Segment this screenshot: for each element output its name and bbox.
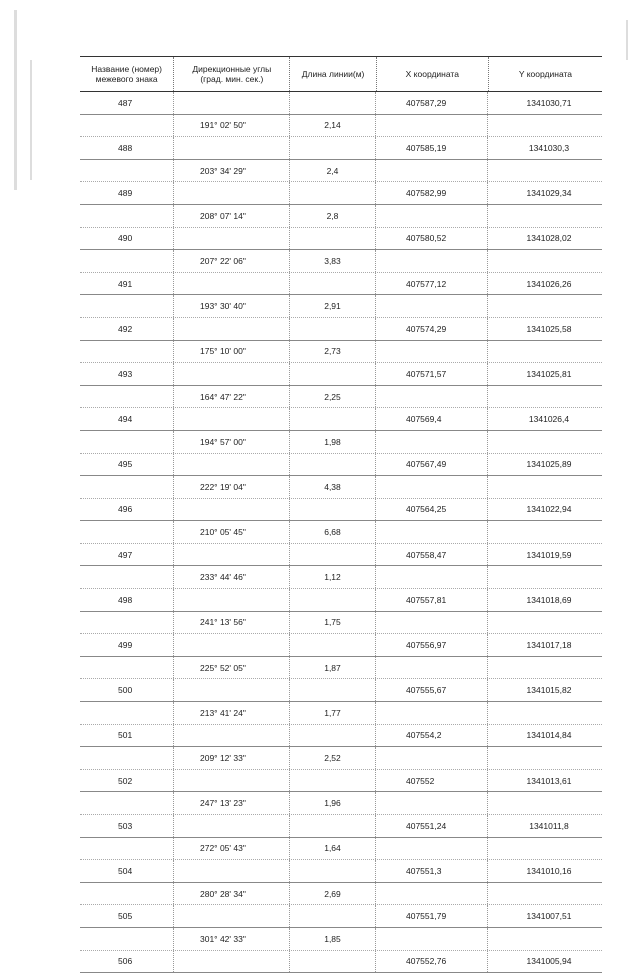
y-coordinate: 1341026,26 xyxy=(526,278,572,289)
point-name: 487 xyxy=(80,92,174,114)
y-coordinate xyxy=(488,928,602,950)
direction-angle: 272° 05' 43" xyxy=(174,838,290,860)
point-name xyxy=(80,702,174,724)
x-coordinate: 407569,4 xyxy=(376,408,488,430)
point-name xyxy=(80,612,174,634)
point-name: 502 xyxy=(80,770,174,792)
line-length: 1,87 xyxy=(290,657,376,679)
y-coordinate xyxy=(488,386,602,408)
x-coordinate: 407551,79 xyxy=(376,905,488,927)
y-coordinate xyxy=(488,747,602,769)
direction-angle: 175° 10' 00" xyxy=(174,341,290,363)
direction-angle: 207° 22' 06" xyxy=(174,250,290,272)
header-y: Y координата xyxy=(518,69,573,79)
direction-angle: 222° 19' 04" xyxy=(174,476,290,498)
y-coordinate xyxy=(488,250,602,272)
point-name: 499 xyxy=(80,634,174,656)
length-cell xyxy=(290,860,376,882)
y-coordinate: 1341030,3 xyxy=(528,142,570,153)
point-name: 497 xyxy=(80,544,174,566)
point-name xyxy=(80,250,174,272)
x-coordinate xyxy=(376,250,488,272)
point-name xyxy=(80,883,174,905)
point-row xyxy=(80,92,602,115)
length-cell xyxy=(290,318,376,340)
point-row xyxy=(80,408,602,431)
coordinates-table xyxy=(80,56,602,973)
segment-row xyxy=(80,521,602,544)
scan-noise xyxy=(30,60,32,180)
angle-cell xyxy=(174,589,290,611)
point-name: 505 xyxy=(80,905,174,927)
angle-cell xyxy=(174,499,290,521)
x-coordinate: 407556,97 xyxy=(376,634,488,656)
point-name: 498 xyxy=(80,589,174,611)
length-cell xyxy=(290,499,376,521)
point-name: 488 xyxy=(80,137,174,159)
point-row xyxy=(80,725,602,748)
line-length: 1,98 xyxy=(290,431,376,453)
y-coordinate: 1341005,94 xyxy=(526,956,572,967)
direction-angle: 194° 57' 00" xyxy=(174,431,290,453)
point-row xyxy=(80,951,602,973)
line-length: 2,8 xyxy=(290,205,376,227)
line-length: 1,85 xyxy=(290,928,376,950)
segment-row xyxy=(80,702,602,725)
header-x: X координата xyxy=(377,57,489,91)
x-coordinate: 407557,81 xyxy=(376,589,488,611)
x-coordinate: 407551,24 xyxy=(376,815,488,837)
header-angle-line1: Дирекционные углы xyxy=(192,64,272,74)
x-coordinate: 407551,3 xyxy=(376,860,488,882)
segment-row xyxy=(80,792,602,815)
point-row xyxy=(80,860,602,883)
y-coordinate: 1341022,94 xyxy=(526,504,572,515)
y-coordinate: 1341025,81 xyxy=(526,368,572,379)
point-name: 501 xyxy=(80,725,174,747)
angle-cell xyxy=(174,318,290,340)
y-coordinate xyxy=(488,612,602,634)
angle-cell xyxy=(174,905,290,927)
length-cell xyxy=(290,815,376,837)
x-coordinate: 407552 xyxy=(376,770,488,792)
point-name: 500 xyxy=(80,679,174,701)
y-coordinate xyxy=(488,702,602,724)
point-row xyxy=(80,228,602,251)
length-cell xyxy=(290,454,376,476)
y-coordinate xyxy=(488,160,602,182)
point-row xyxy=(80,770,602,793)
length-cell xyxy=(290,770,376,792)
angle-cell xyxy=(174,228,290,250)
direction-angle: 233° 44' 46" xyxy=(174,566,290,588)
segment-row xyxy=(80,341,602,364)
x-coordinate: 407571,57 xyxy=(376,363,488,385)
point-name: 492 xyxy=(80,318,174,340)
segment-row xyxy=(80,883,602,906)
angle-cell xyxy=(174,770,290,792)
table-body xyxy=(80,92,602,973)
length-cell xyxy=(290,679,376,701)
y-coordinate: 1341019,59 xyxy=(526,549,572,560)
angle-cell xyxy=(174,363,290,385)
point-row xyxy=(80,318,602,341)
header-name-line1: Название (номер) xyxy=(91,64,162,74)
length-cell xyxy=(290,228,376,250)
point-row xyxy=(80,679,602,702)
point-row xyxy=(80,544,602,567)
x-coordinate: 407585,19 xyxy=(376,137,488,159)
x-coordinate: 407580,52 xyxy=(376,228,488,250)
length-cell xyxy=(290,273,376,295)
direction-angle: 191° 02' 50" xyxy=(174,115,290,137)
point-row xyxy=(80,815,602,838)
x-coordinate: 407564,25 xyxy=(376,499,488,521)
point-name xyxy=(80,476,174,498)
direction-angle: 193° 30' 40" xyxy=(174,295,290,317)
point-row xyxy=(80,499,602,522)
y-coordinate: 1341025,89 xyxy=(526,459,572,470)
line-length: 1,64 xyxy=(290,838,376,860)
scan-noise xyxy=(626,20,628,60)
header-length: Длина линии(м) xyxy=(290,57,376,91)
direction-angle: 280° 28' 34" xyxy=(174,883,290,905)
direction-angle: 241° 13' 56" xyxy=(174,612,290,634)
x-coordinate xyxy=(376,883,488,905)
angle-cell xyxy=(174,273,290,295)
angle-cell xyxy=(174,634,290,656)
point-name: 493 xyxy=(80,363,174,385)
y-coordinate: 1341018,69 xyxy=(526,594,572,605)
x-coordinate xyxy=(376,566,488,588)
x-coordinate xyxy=(376,115,488,137)
angle-cell xyxy=(174,454,290,476)
point-name xyxy=(80,566,174,588)
x-coordinate: 407577,12 xyxy=(376,273,488,295)
x-coordinate: 407574,29 xyxy=(376,318,488,340)
y-coordinate: 1341007,51 xyxy=(526,911,572,922)
angle-cell xyxy=(174,679,290,701)
point-name xyxy=(80,792,174,814)
x-coordinate xyxy=(376,476,488,498)
y-coordinate: 1341025,58 xyxy=(526,323,572,334)
x-coordinate xyxy=(376,792,488,814)
angle-cell xyxy=(174,182,290,204)
point-name: 506 xyxy=(80,951,174,973)
direction-angle: 164° 47' 22" xyxy=(174,386,290,408)
y-coordinate xyxy=(488,566,602,588)
line-length: 1,75 xyxy=(290,612,376,634)
x-coordinate xyxy=(376,205,488,227)
y-coordinate: 1341010,16 xyxy=(526,865,572,876)
segment-row xyxy=(80,838,602,861)
scan-noise xyxy=(14,10,17,190)
point-name xyxy=(80,386,174,408)
x-coordinate xyxy=(376,747,488,769)
line-length: 6,68 xyxy=(290,521,376,543)
y-coordinate xyxy=(488,521,602,543)
y-coordinate xyxy=(488,115,602,137)
x-coordinate xyxy=(376,838,488,860)
y-coordinate xyxy=(488,838,602,860)
length-cell xyxy=(290,363,376,385)
angle-cell xyxy=(174,408,290,430)
segment-row xyxy=(80,747,602,770)
segment-row xyxy=(80,928,602,951)
x-coordinate xyxy=(376,612,488,634)
x-coordinate xyxy=(376,386,488,408)
x-coordinate: 407587,29 xyxy=(376,92,488,114)
y-coordinate xyxy=(488,295,602,317)
point-name: 496 xyxy=(80,499,174,521)
length-cell xyxy=(290,408,376,430)
direction-angle: 210° 05' 45" xyxy=(174,521,290,543)
point-name xyxy=(80,295,174,317)
point-name xyxy=(80,928,174,950)
point-name xyxy=(80,431,174,453)
line-length: 1,12 xyxy=(290,566,376,588)
x-coordinate: 407555,67 xyxy=(376,679,488,701)
angle-cell xyxy=(174,725,290,747)
length-cell xyxy=(290,725,376,747)
line-length: 2,73 xyxy=(290,341,376,363)
y-coordinate: 1341014,84 xyxy=(526,730,572,741)
x-coordinate xyxy=(376,295,488,317)
segment-row xyxy=(80,566,602,589)
y-coordinate: 1341011,8 xyxy=(529,820,569,831)
y-coordinate xyxy=(488,341,602,363)
point-row xyxy=(80,589,602,612)
direction-angle: 203° 34' 29" xyxy=(174,160,290,182)
segment-row xyxy=(80,476,602,499)
x-coordinate xyxy=(376,928,488,950)
point-name xyxy=(80,657,174,679)
point-name xyxy=(80,747,174,769)
header-angle xyxy=(174,57,290,91)
point-name: 494 xyxy=(80,408,174,430)
x-coordinate xyxy=(376,702,488,724)
line-length: 3,83 xyxy=(290,250,376,272)
y-coordinate xyxy=(488,883,602,905)
x-coordinate xyxy=(376,341,488,363)
point-row xyxy=(80,634,602,657)
angle-cell xyxy=(174,815,290,837)
y-coordinate: 1341026,4 xyxy=(528,414,570,425)
direction-angle: 209° 12' 33" xyxy=(174,747,290,769)
segment-row xyxy=(80,250,602,273)
segment-row xyxy=(80,657,602,680)
line-length: 2,4 xyxy=(290,160,376,182)
line-length: 1,96 xyxy=(290,792,376,814)
point-name xyxy=(80,160,174,182)
segment-row xyxy=(80,431,602,454)
y-coordinate: 1341013,61 xyxy=(526,775,572,786)
point-row xyxy=(80,273,602,296)
header-angle-line2: (град. мин. сек.) xyxy=(200,74,264,84)
y-coordinate xyxy=(488,792,602,814)
line-length: 2,52 xyxy=(290,747,376,769)
point-row xyxy=(80,363,602,386)
point-row xyxy=(80,454,602,477)
direction-angle: 213° 41' 24" xyxy=(174,702,290,724)
point-row xyxy=(80,137,602,160)
x-coordinate: 407582,99 xyxy=(376,182,488,204)
y-coordinate xyxy=(488,657,602,679)
length-cell xyxy=(290,544,376,566)
point-name: 489 xyxy=(80,182,174,204)
angle-cell xyxy=(174,92,290,114)
point-name: 504 xyxy=(80,860,174,882)
x-coordinate: 407567,49 xyxy=(376,454,488,476)
point-name xyxy=(80,838,174,860)
direction-angle: 225° 52' 05" xyxy=(174,657,290,679)
length-cell xyxy=(290,589,376,611)
angle-cell xyxy=(174,860,290,882)
y-coordinate: 1341015,82 xyxy=(526,685,572,696)
segment-row xyxy=(80,295,602,318)
point-row xyxy=(80,905,602,928)
segment-row xyxy=(80,205,602,228)
header-name xyxy=(80,57,174,91)
y-coordinate xyxy=(488,205,602,227)
point-name xyxy=(80,205,174,227)
y-coordinate xyxy=(488,431,602,453)
length-cell xyxy=(290,182,376,204)
line-length: 1,77 xyxy=(290,702,376,724)
line-length: 2,14 xyxy=(290,115,376,137)
point-name xyxy=(80,521,174,543)
y-coordinate xyxy=(488,476,602,498)
x-coordinate xyxy=(376,431,488,453)
point-name xyxy=(80,115,174,137)
y-coordinate: 1341029,34 xyxy=(526,188,572,199)
length-cell xyxy=(290,137,376,159)
point-name: 503 xyxy=(80,815,174,837)
angle-cell xyxy=(174,137,290,159)
segment-row xyxy=(80,612,602,635)
segment-row xyxy=(80,386,602,409)
segment-row xyxy=(80,115,602,138)
direction-angle: 247° 13' 23" xyxy=(174,792,290,814)
segment-row xyxy=(80,160,602,183)
point-name: 495 xyxy=(80,454,174,476)
length-cell xyxy=(290,951,376,973)
point-name xyxy=(80,341,174,363)
angle-cell xyxy=(174,951,290,973)
line-length: 2,25 xyxy=(290,386,376,408)
y-coordinate: 1341030,71 xyxy=(526,97,572,108)
header-name-line2: межевого знака xyxy=(95,74,158,84)
x-coordinate xyxy=(376,160,488,182)
table-header xyxy=(80,56,602,92)
direction-angle: 208° 07' 14" xyxy=(174,205,290,227)
y-coordinate: 1341028,02 xyxy=(526,233,572,244)
direction-angle: 301° 42' 33" xyxy=(174,928,290,950)
length-cell xyxy=(290,634,376,656)
x-coordinate xyxy=(376,657,488,679)
x-coordinate: 407558,47 xyxy=(376,544,488,566)
line-length: 2,69 xyxy=(290,883,376,905)
x-coordinate xyxy=(376,521,488,543)
line-length: 2,91 xyxy=(290,295,376,317)
point-row xyxy=(80,182,602,205)
length-cell xyxy=(290,905,376,927)
length-cell xyxy=(290,92,376,114)
point-name: 490 xyxy=(80,228,174,250)
x-coordinate: 407554,2 xyxy=(376,725,488,747)
angle-cell xyxy=(174,544,290,566)
line-length: 4,38 xyxy=(290,476,376,498)
x-coordinate: 407552,76 xyxy=(376,951,488,973)
point-name: 491 xyxy=(80,273,174,295)
y-coordinate: 1341017,18 xyxy=(526,640,572,651)
